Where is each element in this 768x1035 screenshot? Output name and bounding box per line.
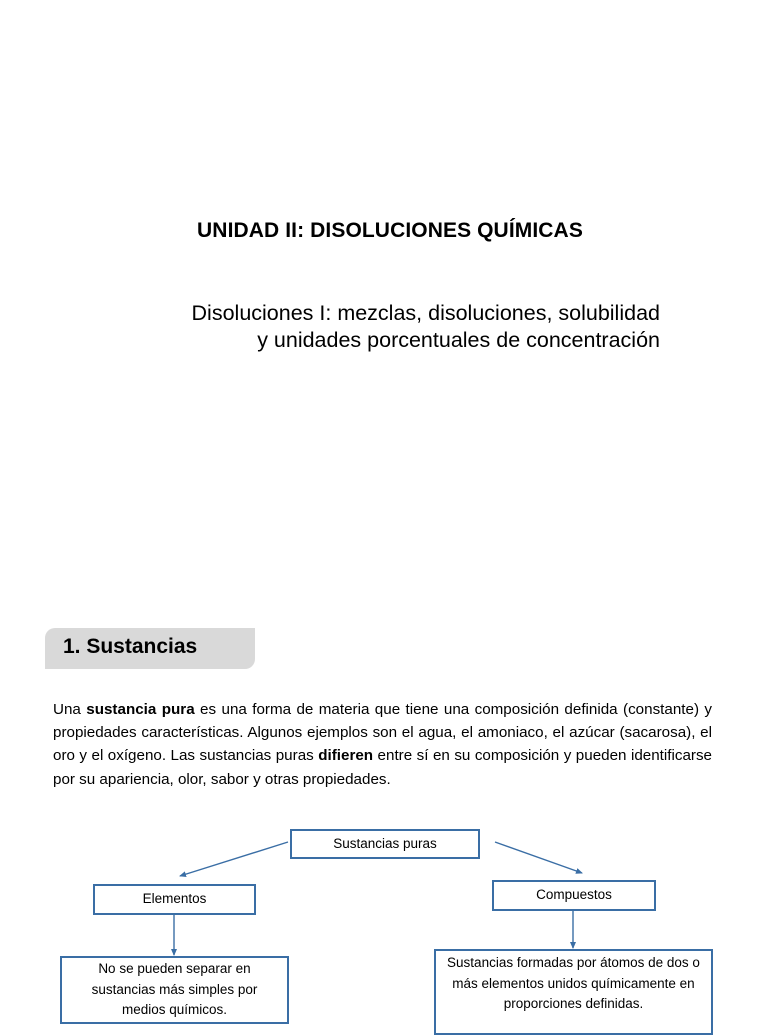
subtitle-line-2: y unidades porcentuales de concentración xyxy=(257,328,660,352)
section-title: 1. Sustancias xyxy=(63,635,198,658)
term-difieren: difieren xyxy=(318,747,374,765)
arrow-root-to-compuestos xyxy=(495,842,582,873)
paragraph-text-2: es una forma de materia que tiene una composición definida (constante) y propiedades características. Algunos ejemplos son el agua, el amoniaco, el azúcar (sacarosa), el oro y el oxígeno. Las sustancias puras xyxy=(53,701,712,765)
node-compuestos-desc-text: Sustancias formadas por átomos de dos o más elementos unidos químicamente en proporciones definidas. xyxy=(447,955,700,1011)
paragraph-text-3: entre sí en su composición y pueden identificarse por su apariencia, olor, sabor y otras propiedades. xyxy=(53,747,712,788)
subtitle-line-1: Disoluciones I: mezclas, disoluciones, solubilidad xyxy=(191,301,660,325)
node-compuestos-label: Compuestos xyxy=(536,887,612,903)
node-elementos-desc-text: No se pueden separar en sustancias más simples por medios químicos. xyxy=(91,961,258,1018)
node-elementos-label: Elementos xyxy=(142,891,207,907)
node-sustancias-puras xyxy=(290,829,480,859)
node-sustancias-puras-label: Sustancias puras xyxy=(333,835,437,851)
node-elementos xyxy=(93,884,256,915)
arrow-root-to-elementos xyxy=(180,842,288,876)
unit-title: UNIDAD II: DISOLUCIONES QUÍMICAS xyxy=(197,219,583,242)
term-sustancia-pura: sustancia pura xyxy=(86,701,195,718)
node-compuestos xyxy=(492,880,656,911)
node-compuestos-desc xyxy=(434,949,713,1035)
paragraph-text-1: Una xyxy=(53,701,87,718)
node-elementos-desc xyxy=(60,956,289,1024)
